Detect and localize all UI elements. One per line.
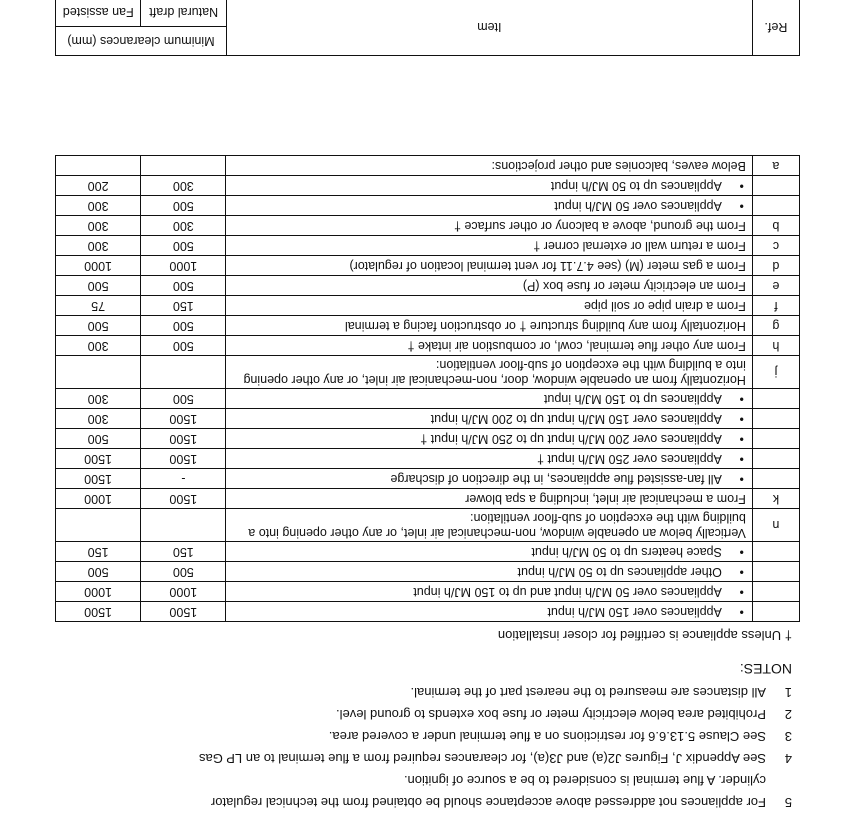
row-natural-value: 500 [141, 336, 226, 356]
row-item-text: All fan-assisted flue appliances, in the direction of discharge [390, 472, 722, 486]
bullet-icon: • [739, 432, 744, 446]
table-row [56, 336, 800, 356]
row-ref [752, 602, 799, 622]
row-item-text: Vertically below an openable window, non-mechanical air inlet, or any other opening into a building with the exception of sub-floor ventilation: [248, 511, 746, 540]
header-clearances [56, 27, 227, 56]
row-fan-value: 500 [56, 316, 141, 336]
row-item [226, 356, 752, 389]
note-number: 1 [784, 685, 792, 700]
row-item [226, 296, 752, 316]
row-natural-value: 500 [141, 562, 226, 582]
row-ref [752, 176, 799, 196]
bullet-icon: • [739, 545, 744, 559]
table-row [56, 256, 800, 276]
table-row [56, 216, 800, 236]
header-natural [141, 0, 226, 27]
bullet-icon: • [739, 412, 744, 426]
notes-section [12, 657, 792, 813]
bullet-icon: • [739, 585, 744, 599]
table-row [56, 356, 800, 389]
bullet-icon: • [739, 392, 744, 406]
note-text: For appliances not addressed above acceptance should be obtained from the technical regulator [210, 795, 766, 810]
note-line-1 [12, 681, 792, 703]
note-line-4b [12, 769, 792, 791]
row-fan-value: 1500 [56, 602, 141, 622]
bullet-icon: • [739, 472, 744, 486]
note-text: See Clause 5.13.6.6 for restrictions on a flue terminal under a covered area. [328, 729, 766, 744]
row-natural-value: 500 [141, 316, 226, 336]
bullet-icon: • [739, 565, 744, 579]
row-item-text: Appliances over 50 MJ/h input and up to 150 MJ/h input [413, 585, 722, 599]
row-natural-value: 1500 [141, 449, 226, 469]
row-item-text: From a return wall or external corner † [533, 239, 746, 253]
row-item-text: Appliances over 150 MJ/h input up to 200 MJ/h input [430, 412, 722, 426]
row-item-text: Appliances over 200 MJ/h input up to 250 MJ/h input † [420, 432, 722, 446]
row-natural-value: 150 [141, 296, 226, 316]
row-natural-value: 500 [141, 236, 226, 256]
row-item [226, 316, 752, 336]
table-row [56, 429, 800, 449]
header-clearances-label: Minimum clearances (mm) [67, 34, 215, 48]
row-fan-value: 300 [56, 196, 141, 216]
clearances-table [55, 155, 800, 622]
row-item [226, 236, 752, 256]
table-body [56, 156, 800, 622]
row-ref: e [752, 276, 799, 296]
row-item [226, 542, 752, 562]
note-text: All distances are measured to the nearest part of the terminal. [410, 685, 766, 700]
note-number: 4 [784, 751, 792, 766]
row-item-text: From an electricity meter or fuse box (P) [522, 279, 746, 293]
row-fan-value: 1000 [56, 489, 141, 509]
row-item-text: Appliances up to 50 MJ/h input [550, 179, 722, 193]
row-fan-value: 500 [56, 562, 141, 582]
row-item [226, 562, 752, 582]
row-item [226, 509, 752, 542]
row-item [226, 336, 752, 356]
row-fan-value: 500 [56, 429, 141, 449]
row-fan-value: 1500 [56, 469, 141, 489]
row-item-text: From the ground, above a balcony or other surface † [454, 219, 746, 233]
row-item [226, 489, 752, 509]
row-item [226, 449, 752, 469]
bullet-icon: • [739, 199, 744, 213]
row-natural-value: 1500 [141, 429, 226, 449]
note-line-4 [12, 747, 792, 769]
row-item [226, 156, 752, 176]
row-item [226, 256, 752, 276]
header-fan-label: Fan assisted [62, 5, 134, 19]
row-ref: d [752, 256, 799, 276]
row-item [226, 429, 752, 449]
row-item-text: From any other flue terminal, cowl, or combustion air intake † [407, 339, 746, 353]
note-number: 3 [784, 729, 792, 744]
bullet-icon: • [739, 179, 744, 193]
row-fan-value: 1500 [56, 449, 141, 469]
row-fan-value: 1000 [56, 256, 141, 276]
row-natural-value: 1500 [141, 602, 226, 622]
row-ref: b [752, 216, 799, 236]
row-item [226, 276, 752, 296]
row-ref [752, 582, 799, 602]
row-fan-value [56, 156, 141, 176]
row-natural-value [141, 156, 226, 176]
row-ref [752, 409, 799, 429]
row-ref [752, 429, 799, 449]
row-fan-value: 300 [56, 409, 141, 429]
row-item-text: Space heaters up to 50 MJ/h input [531, 545, 722, 559]
row-fan-value: 150 [56, 542, 141, 562]
header-natural-label: Natural draft [149, 5, 219, 19]
header-ref [752, 0, 799, 56]
row-ref: f [752, 296, 799, 316]
row-fan-value: 300 [56, 236, 141, 256]
row-item-text: Horizontally from any building structure † or obstruction facing a terminal [344, 319, 746, 333]
table-row [56, 296, 800, 316]
row-item-text: Horizontally from an openable window, door, non-mechanical air inlet, or any other opening into a building with the exception of sub-floor ventilation: [243, 358, 746, 387]
row-item [226, 216, 752, 236]
row-ref: c [752, 236, 799, 256]
table-row [56, 316, 800, 336]
row-ref: k [752, 489, 799, 509]
row-item [226, 469, 752, 489]
row-natural-value: 300 [141, 176, 226, 196]
row-fan-value: 1000 [56, 582, 141, 602]
row-fan-value: 500 [56, 276, 141, 296]
table-row [56, 542, 800, 562]
row-item-text: Other appliances up to 50 MJ/h input [517, 565, 722, 579]
header-fan [56, 0, 141, 27]
footnote-dagger: † Unless appliance is certified for closer installation [497, 628, 792, 643]
row-item [226, 409, 752, 429]
table-row [56, 236, 800, 256]
table-row [56, 582, 800, 602]
table-row [56, 176, 800, 196]
header-ref-label: Ref. [764, 20, 788, 34]
header-item-label: Item [477, 20, 502, 34]
row-ref: a [752, 156, 799, 176]
row-item-text: Appliances over 150 MJ/h input [547, 605, 722, 619]
row-natural-value: 1500 [141, 489, 226, 509]
row-natural-value: 150 [141, 542, 226, 562]
row-item-text: Appliances over 250 MJ/h input † [537, 452, 722, 466]
row-item-text: Below eaves, balconies and other projections: [491, 159, 746, 173]
table-row [56, 449, 800, 469]
row-item-text: Appliances up to 150 MJ/h input [543, 392, 722, 406]
row-ref [752, 196, 799, 216]
row-fan-value: 300 [56, 216, 141, 236]
note-line-2 [12, 703, 792, 725]
row-ref [752, 469, 799, 489]
table-row [56, 389, 800, 409]
row-item [226, 602, 752, 622]
clearances-table-header [55, 0, 800, 56]
notes-title: NOTES: [739, 661, 792, 677]
row-item [226, 582, 752, 602]
row-item [226, 176, 752, 196]
row-ref: h [752, 336, 799, 356]
row-item-text: Appliances over 50 MJ/h input [554, 199, 722, 213]
table-row [56, 156, 800, 176]
note-number: 2 [784, 707, 792, 722]
row-fan-value: 300 [56, 389, 141, 409]
row-fan-value: 300 [56, 336, 141, 356]
row-natural-value: 500 [141, 389, 226, 409]
row-fan-value [56, 509, 141, 542]
table-row [56, 562, 800, 582]
row-ref: n [752, 509, 799, 542]
row-item [226, 389, 752, 409]
row-ref [752, 562, 799, 582]
row-natural-value: - [141, 469, 226, 489]
row-ref: j [752, 356, 799, 389]
table-row [56, 469, 800, 489]
row-natural-value [141, 509, 226, 542]
row-item [226, 196, 752, 216]
table-row [56, 196, 800, 216]
row-natural-value: 1000 [141, 582, 226, 602]
note-line-5 [12, 791, 792, 813]
table-row [56, 489, 800, 509]
table-row [56, 276, 800, 296]
row-item-text: From a drain pipe or soil pipe [583, 299, 746, 313]
note-text: See Appendix J, Figures J2(a) and J3(a), for clearances required from a flue terminal to an LP Gas [199, 751, 766, 766]
note-text: Prohibited area below electricity meter or fuse box extends to ground level. [336, 707, 766, 722]
row-ref [752, 389, 799, 409]
note-text: cylinder. A flue terminal is considered to be a source of ignition. [403, 773, 766, 788]
note-number: 5 [784, 795, 792, 810]
row-fan-value [56, 356, 141, 389]
row-item-text: From a mechanical air inlet, including a spa blower [465, 492, 746, 506]
bullet-icon: • [739, 605, 744, 619]
row-ref: g [752, 316, 799, 336]
row-natural-value: 500 [141, 196, 226, 216]
bullet-icon: • [739, 452, 744, 466]
row-natural-value: 500 [141, 276, 226, 296]
table-row [56, 602, 800, 622]
row-ref [752, 542, 799, 562]
row-natural-value [141, 356, 226, 389]
row-natural-value: 1500 [141, 409, 226, 429]
row-fan-value: 75 [56, 296, 141, 316]
note-line-3 [12, 725, 792, 747]
table-row [56, 509, 800, 542]
row-fan-value: 200 [56, 176, 141, 196]
row-natural-value: 300 [141, 216, 226, 236]
row-item-text: From a gas meter (M) (see 4.7.11 for vent terminal location of regulator) [349, 259, 746, 273]
row-natural-value: 1000 [141, 256, 226, 276]
header-item [226, 0, 752, 56]
row-ref [752, 449, 799, 469]
table-row [56, 409, 800, 429]
